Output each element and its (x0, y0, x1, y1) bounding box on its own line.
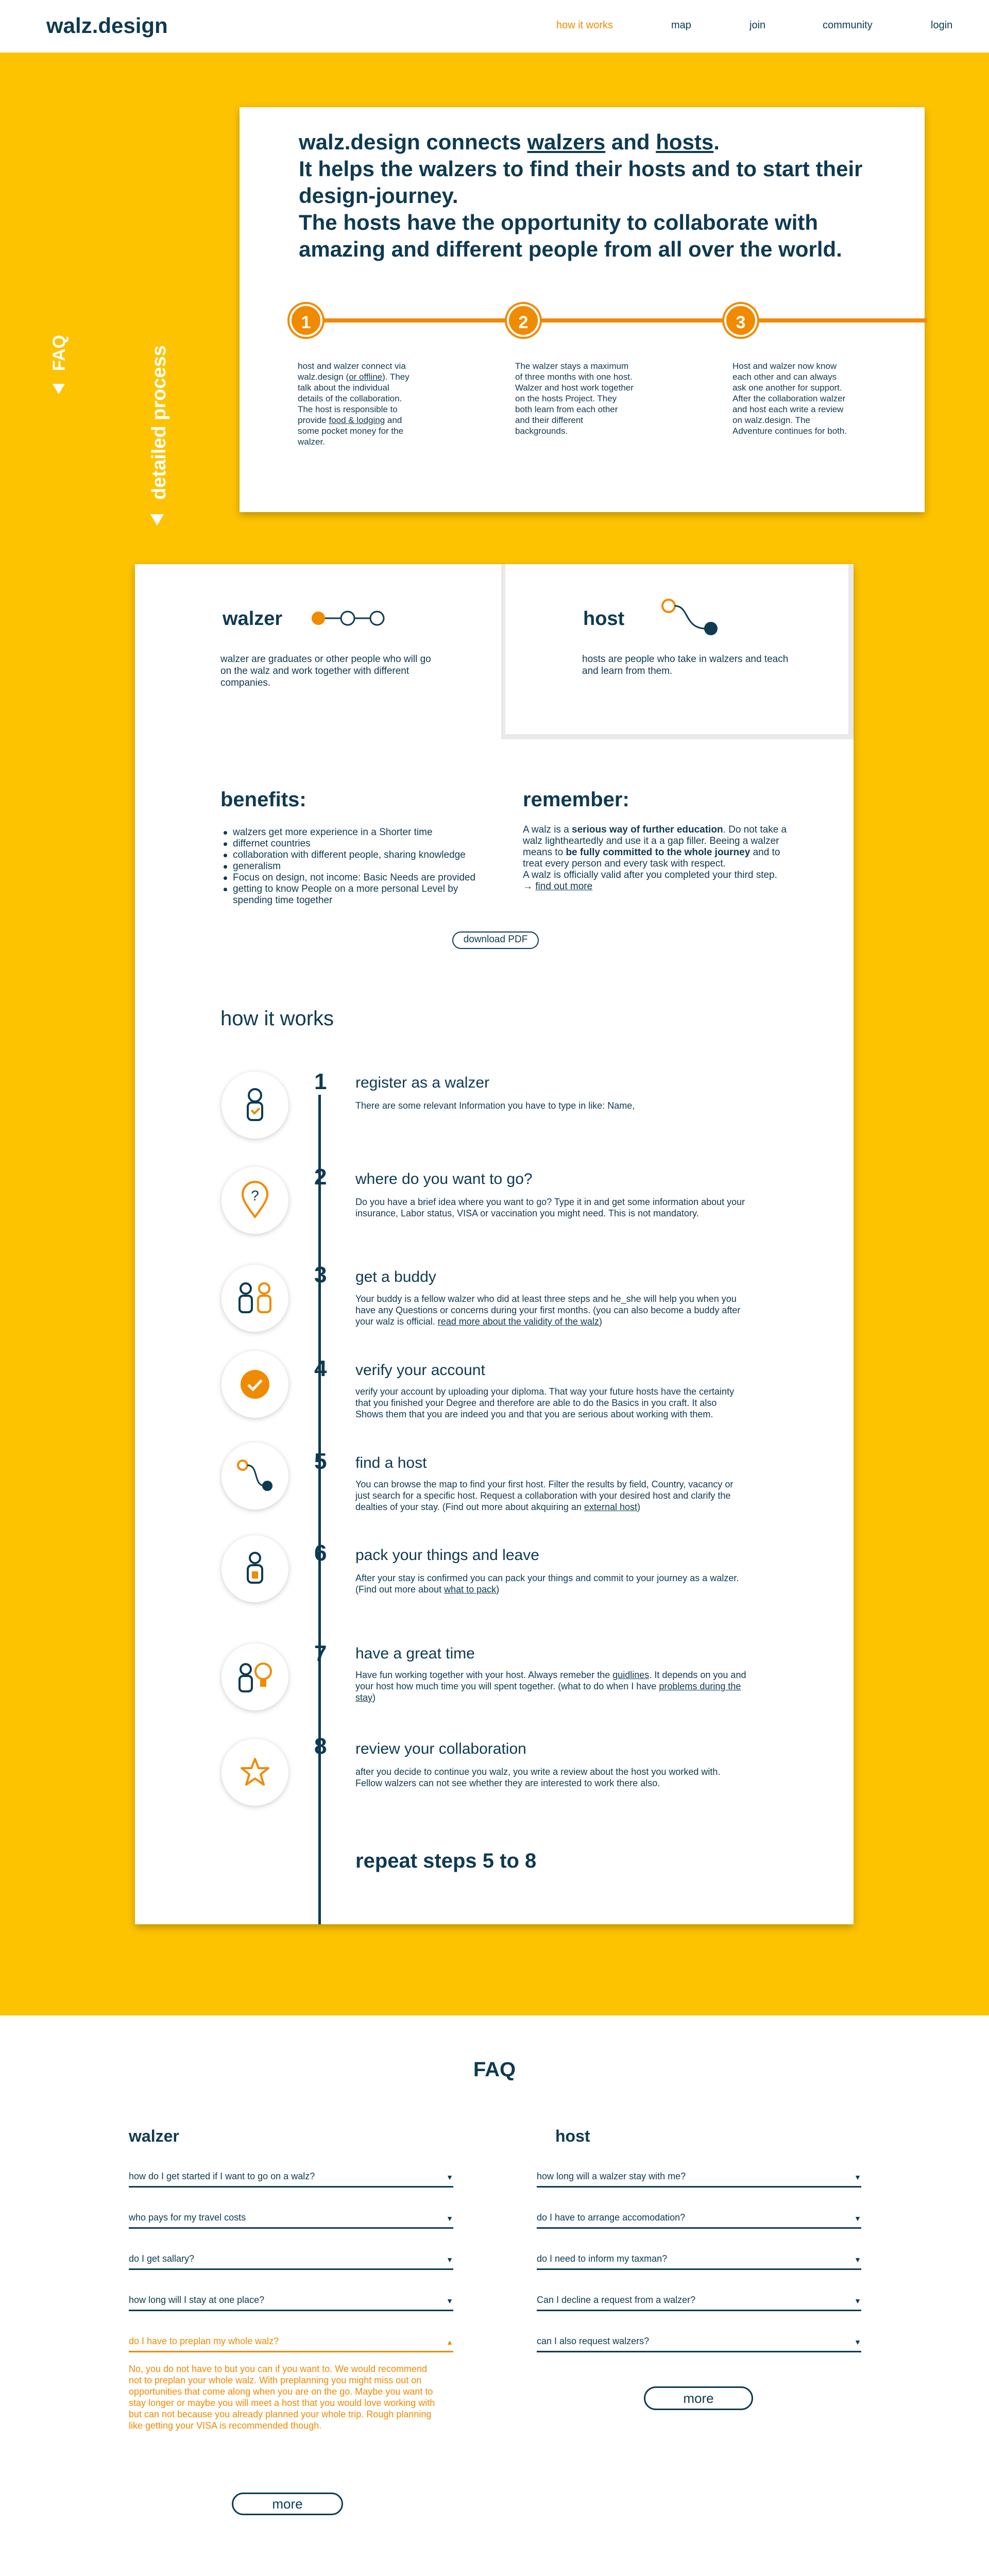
how-step-title-4: verify your account (355, 1362, 485, 1379)
list-item: walzers get more experience in a Shorter time (221, 827, 489, 838)
how-step-text-4: verify your account by uploading your diploma. That way your future hosts have the certainty that you finished your Degree and therefore are able to do the Basics in you craft. It also Shows them that you are indeed you and that you are serious about working with them. (355, 1386, 735, 1419)
list-item: getting to know People on a more personal Level by spending time together (221, 884, 489, 906)
remember-title: remember: (523, 788, 629, 811)
faq-question[interactable]: do I get sallary? ▼ (129, 2253, 453, 2270)
offline-link[interactable]: or offline (349, 372, 383, 382)
arrow-down-icon (150, 514, 164, 526)
faq-title: FAQ (473, 2058, 516, 2081)
logo[interactable]: walz.design (46, 13, 168, 38)
how-step-num-5: 5 (314, 1449, 327, 1474)
faq-question-open[interactable]: do I have to preplan my whole walz? ▲ (129, 2336, 453, 2352)
list-item: Focus on design, not income: Basic Needs are provided (221, 872, 489, 884)
role-divider (501, 564, 505, 739)
register-icon-wrap (221, 1072, 288, 1139)
great-time-icon-wrap (221, 1643, 288, 1710)
chevron-down-icon: ▼ (446, 2173, 453, 2181)
how-step-title-1: register as a walzer (355, 1074, 490, 1091)
pack-icon-wrap (221, 1535, 288, 1602)
nav-community[interactable]: community (823, 20, 873, 31)
nav-how-it-works[interactable]: how it works (556, 20, 613, 31)
how-step-num-1: 1 (314, 1069, 327, 1094)
how-step-num-3: 3 (314, 1262, 327, 1287)
how-step-title-3: get a buddy (355, 1268, 436, 1285)
intro-step-2: 2 (507, 304, 540, 337)
walzers-link[interactable]: walzers (527, 130, 606, 154)
walzer-description: walzer are graduates or other people who will go on the walz and work together with different companies. (220, 654, 431, 688)
how-step-text-3: Your buddy is a fellow walzer who did at least three steps and he_she will help you when you have any Questions or concerns during your first months. (you can also become a buddy after your walz is official. read more about the validity of the walz) (355, 1294, 741, 1327)
route-icon (234, 1458, 276, 1494)
food-lodging-link[interactable]: food & lodging (329, 415, 385, 425)
destination-icon-wrap (221, 1167, 288, 1234)
faq-question[interactable]: Can I decline a request from a walzer? ▼ (537, 2295, 861, 2311)
how-step-num-8: 8 (314, 1734, 327, 1759)
benefits-list (221, 827, 489, 906)
download-pdf-button[interactable]: download PDF (452, 931, 539, 949)
faq-question[interactable]: how long will a walzer stay with me? ▼ (537, 2171, 861, 2188)
intro-step-3: 3 (724, 304, 757, 337)
chevron-down-icon: ▼ (446, 2214, 453, 2223)
hosts-link[interactable]: hosts (656, 130, 714, 154)
walzer-title: walzer (223, 608, 283, 630)
find-host-icon-wrap (221, 1443, 288, 1510)
how-step-num-6: 6 (314, 1540, 327, 1566)
how-step-text-8: after you decide to continue you walz, you write a review about the host you worked with. Fellow walzers can not see whether they are interested to work there also. (355, 1767, 721, 1788)
how-step-text-7: Have fun working together with your host. Always remeber the guidlines. It depends on you and your host how much time you will spent together. (what to do when I have problems during the stay) (355, 1670, 746, 1703)
how-step-num-7: 7 (314, 1641, 327, 1666)
what-to-pack-link[interactable]: what to pack (444, 1584, 497, 1595)
how-it-works-title: how it works (220, 1007, 334, 1030)
faq-question[interactable]: do I need to inform my taxman? ▼ (537, 2253, 861, 2270)
idea-walzer-icon (234, 1659, 276, 1695)
faq-question[interactable]: do I have to arrange accomodation? ▼ (537, 2212, 861, 2229)
chevron-down-icon: ▼ (446, 2297, 453, 2305)
validity-link[interactable]: read more about the validity of the walz (437, 1316, 599, 1327)
chevron-down-icon: ▼ (854, 2214, 861, 2223)
process-card (135, 564, 854, 1924)
walzer-journey-icon (309, 608, 386, 629)
how-step-title-5: find a host (355, 1454, 427, 1471)
review-icon-wrap (221, 1739, 288, 1806)
problems-link[interactable]: problems during the stay (355, 1681, 741, 1703)
nav-map[interactable]: map (671, 20, 691, 31)
benefits-title: benefits: (220, 788, 306, 811)
intro-heading: walz.design connects walzers and hosts. It helps the walzers to find their hosts and to start their design-journey. The hosts have the opportunity to collaborate with amazing and different people from all over the world. (299, 130, 863, 261)
host-title: host (583, 608, 625, 630)
chevron-down-icon: ▼ (854, 2338, 861, 2346)
how-step-text-2: Do you have a brief idea where you want to go? Type it in and get some information about your insurance, Labor status, VISA or vaccination you might need. This is not mandatory. (355, 1197, 745, 1218)
faq-question[interactable]: how long will I stay at one place? ▼ (129, 2295, 453, 2311)
arrow-down-icon (53, 384, 65, 394)
svg-text:?: ? (251, 1188, 259, 1204)
faq-host-heading: host (555, 2127, 590, 2145)
role-divider-right (848, 564, 854, 739)
how-step-title-2: where do you want to go? (355, 1171, 533, 1188)
check-badge-icon (238, 1368, 271, 1401)
nav-join[interactable]: join (749, 20, 766, 31)
verify-icon-wrap (221, 1351, 288, 1418)
host-route-icon (658, 597, 725, 638)
list-item: differnet countries (221, 838, 489, 850)
backpack-walzer-icon (240, 1551, 270, 1587)
host-more-button[interactable]: more (644, 2386, 753, 2410)
side-process-label[interactable]: detailed process (148, 345, 170, 500)
chevron-down-icon: ▼ (854, 2297, 861, 2305)
star-icon (238, 1756, 271, 1789)
find-out-more-link[interactable]: find out more (535, 881, 593, 892)
repeat-steps: repeat steps 5 to 8 (355, 1850, 537, 1872)
how-step-title-8: review your collaboration (355, 1740, 526, 1757)
walzer-person-icon (240, 1087, 270, 1123)
side-faq-label[interactable]: FAQ (49, 335, 69, 371)
intro-step-line (288, 318, 927, 323)
chevron-down-icon: ▼ (854, 2173, 861, 2181)
top-nav (0, 0, 989, 53)
faq-question[interactable]: who pays for my travel costs ▼ (129, 2212, 453, 2229)
intro-step-1-text: host and walzer connect via walz.design (or offline). They talk about the individual details of the collaboration. The host is responsible to provide food & lodging and some pocket money for the walzer. (298, 361, 410, 447)
how-step-num-4: 4 (314, 1356, 327, 1381)
how-step-text-6: After your stay is confirmed you can pack your things and commit to your journey as a walzer. (Find out more about what to pack) (355, 1573, 739, 1595)
faq-answer: No, you do not have to but you can if you want to. We would recommend not to preplan your whole walz. With preplanning you might miss out on opportunities that come along when you are on the go. Maybe you want to stay longer or maybe you will meet a host that you would love working with but can not because you already planned your whole trip. Rough planning like getting your VISA is recommended though. (129, 2364, 435, 2431)
list-item: generalism (221, 861, 489, 872)
external-host-link[interactable]: external host (584, 1502, 637, 1512)
chevron-up-icon: ▲ (446, 2338, 453, 2346)
side-process[interactable] (148, 319, 169, 531)
role-divider-bottom (501, 734, 854, 739)
how-step-num-2: 2 (314, 1164, 327, 1190)
how-step-title-6: pack your things and leave (355, 1547, 539, 1564)
list-item: collaboration with different people, sharing knowledge (221, 850, 489, 861)
intro-step-2-text: The walzer stays a maximum of three months with one host. Walzer and host work together on the hosts Project. They both learn from each other and their different backgrounds. (515, 361, 634, 436)
side-faq[interactable] (49, 330, 69, 402)
intro-step-3-text: Host and walzer now know each other and can always ask one another for support. After the collaboration walzer and host each write a review on walz.design. The Adventure continues for both. (732, 361, 847, 436)
buddy-icon-wrap (221, 1265, 288, 1332)
faq-question[interactable]: how do I get started if I want to go on a walz? ▼ (129, 2171, 453, 2188)
guidelines-link[interactable]: guidlines (612, 1670, 650, 1680)
remember-text: A walz is a serious way of further education. Do not take a walz lightheartedly and use it a a gap filler. Beeing a walzer means to be fully committed to the whole journey and to treat every person and every task with respect. A walz is officially valid after you completed your third step. → find out more (523, 824, 787, 892)
how-step-text-1: There are some relevant Information you have to type in like: Name, (355, 1100, 635, 1111)
nav-login[interactable]: login (931, 20, 953, 31)
how-step-text-5: You can browse the map to find your first host. Filter the results by field, Country, vacancy or just search for a specific host. Request a collaboration with your desired host and clarify the dealties of your stay. (Find out more about akquiring an external host) (355, 1479, 734, 1512)
location-question-icon (240, 1181, 270, 1220)
chevron-down-icon: ▼ (446, 2256, 453, 2264)
intro-step-1: 1 (289, 304, 322, 337)
walzer-more-button[interactable]: more (232, 2493, 343, 2515)
how-step-title-7: have a great time (355, 1645, 475, 1662)
faq-walzer-heading: walzer (129, 2127, 179, 2145)
host-description: hosts are people who take in walzers and teach and learn from them. (582, 654, 789, 676)
how-timeline-line (318, 1095, 321, 1924)
chevron-down-icon: ▼ (854, 2256, 861, 2264)
faq-question[interactable]: can I also request walzers? ▼ (537, 2336, 861, 2352)
buddy-people-icon (234, 1280, 276, 1316)
